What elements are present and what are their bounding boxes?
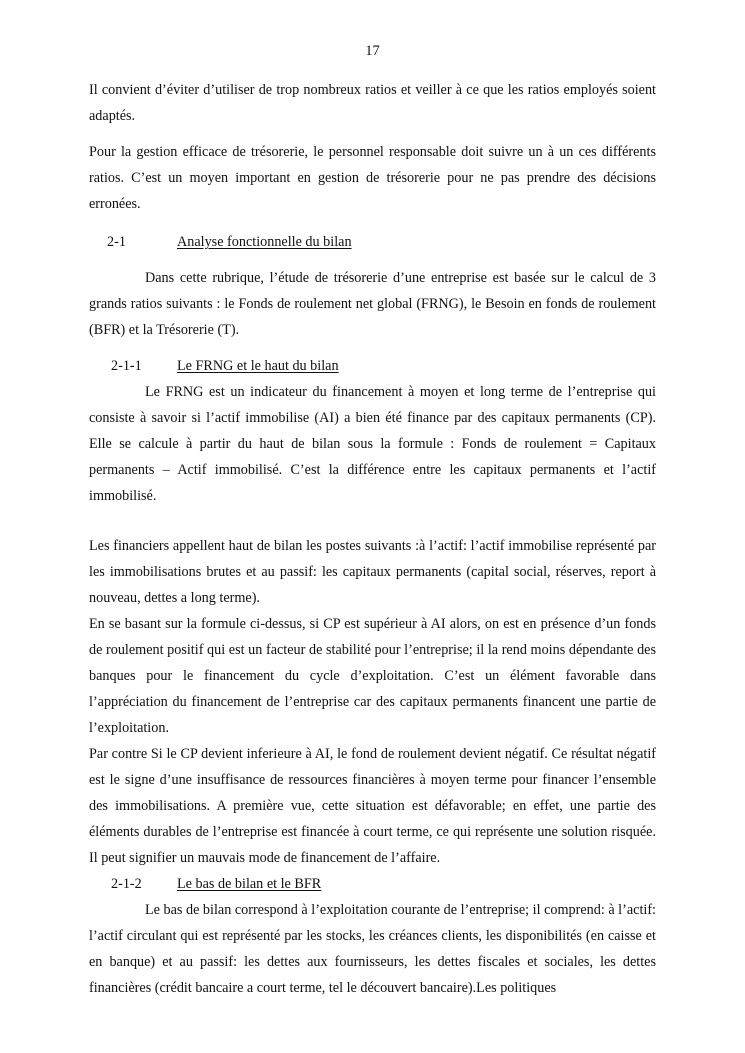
section-number: 2-1-2 <box>111 876 142 892</box>
paragraph-gestion-tresorerie: Pour la gestion efficace de trésorerie, le personnel responsable doit suivre un à un ces différents ratios. C’est un moyen important en gestion de trésorerie pour ne pas prendre des décisions erronées. <box>89 144 656 212</box>
section-title: Analyse fonctionnelle du bilan <box>177 234 352 250</box>
section-number: 2-1 <box>107 234 126 250</box>
document-body <box>89 77 656 1001</box>
paragraph-rubrique: Dans cette rubrique, l’étude de trésorerie d’une entreprise est basée sur le calcul de 3 grands ratios suivants : le Fonds de roulement net global (FRNG), le Besoin en fonds de roulement (BFR) et la Trésorerie (T). <box>89 270 656 338</box>
paragraph-ratios-intro: Il convient d’éviter d’utiliser de trop nombreux ratios et veiller à ce que les ratios employés soient adaptés. <box>89 82 656 124</box>
section-title: Le bas de bilan et le BFR <box>177 876 322 892</box>
paragraph-frng-definition: Le FRNG est un indicateur du financement à moyen et long terme de l’entreprise qui consiste à savoir si l’actif immobilise (AI) a bien été finance par des capitaux permanents (CP). Elle se calcule à partir du haut de bilan sous la formule : Fonds de roulement = Capitaux permanents – Actif immobilisé. C’est la différence entre les capitaux permanents et l’actif immobilisé. <box>89 384 656 504</box>
paragraph-bas-de-bilan: Le bas de bilan correspond à l’exploitation courante de l’entreprise; il comprend: à l’actif: l’actif circulant qui est représenté par les stocks, les créances clients, les disponibilités (en caisse et en banque) et au passif: les dettes aux fournisseurs, les dettes fiscales et sociales, les dettes financières (crédit bancaire a court terme, tel le découvert bancaire).Les politiques <box>89 902 656 996</box>
paragraph-fr-negatif: Par contre Si le CP devient inferieure à AI, le fond de roulement devient négatif. Ce résultat négatif est le signe d’une insuffisance de ressources financières à moyen terme pour financer l’ensemble des immobilisations. A première vue, cette situation est défavorable; en effet, une partie des éléments durables de l’entreprise est financée à court terme, ce qui représente une solution risquée. Il peut signifier un mauvais mode de financement de l’affaire. <box>89 746 656 866</box>
paragraph-haut-de-bilan: Les financiers appellent haut de bilan les postes suivants :à l’actif: l’actif immobilise représenté par les immobilisations brutes et au passif: les capitaux permanents (capital social, réserves, report à nouveau, dettes a long terme). <box>89 538 656 606</box>
section-heading-2-1 <box>89 229 656 255</box>
section-heading-2-1-1 <box>89 353 656 379</box>
page-number: 17 <box>365 43 380 59</box>
section-title: Le FRNG et le haut du bilan <box>177 358 339 374</box>
section-number: 2-1-1 <box>111 358 142 374</box>
section-heading-2-1-2 <box>89 871 656 897</box>
paragraph-fr-positif: En se basant sur la formule ci-dessus, si CP est supérieur à AI alors, on est en présence d’un fonds de roulement positif qui est un facteur de stabilité pour l’entreprise; il la rend moins dépendante des banques pour le financement du cycle d’exploitation. C’est un élément favorable dans l’appréciation du financement de l’entreprise car des capitaux permanents financent une partie de l’exploitation. <box>89 616 656 736</box>
